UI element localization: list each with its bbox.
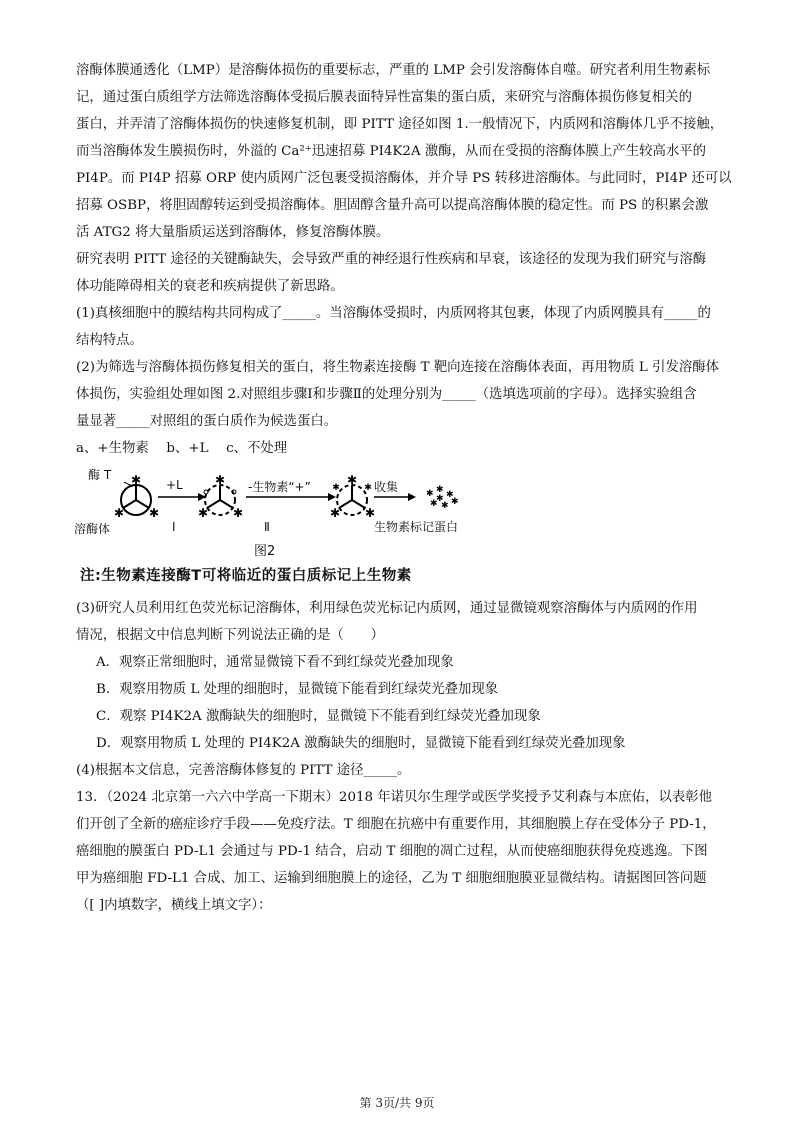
step-1-label: +L (166, 478, 183, 492)
svg-text:✱: ✱ (430, 499, 438, 509)
option-d: D．观察用物质 L 处理的 PI4K2A 激酶缺失的细胞时，显微镜下能看到红绿荧光叠加现象 (96, 736, 626, 751)
options-line: a、+生物素 b、+L c、不处理 (76, 441, 288, 456)
text-line: (2)为筛选与溶酶体损伤修复相关的蛋白，将生物素连接酶 T 靶向连接在溶酶体表面，再用物质 L 引发溶酶体 (76, 360, 720, 375)
text-line: 量显著_____对照组的蛋白质作为候选蛋白。 (76, 414, 338, 429)
intro-paragraph (76, 57, 732, 246)
question-13 (76, 784, 724, 919)
text-line: 而当溶酶体发生膜损伤时，外溢的 Ca²⁺迅速招募 PI4K2A 激酶，从而在受损的溶酶体膜上产生较高水平的 (76, 144, 707, 159)
text-line: 13．（2024 北京第一六六中学高一下期末）2018 年诺贝尔生理学或医学奖授予艾利森与本庶佑，以表彰他 (76, 790, 713, 805)
text-line: 们开创了全新的癌症诊疗手段——免疫疗法。T 细胞在抗癌中有重要作用，其细胞膜上存在受体分子 PD-1， (76, 817, 716, 832)
text-line: （[ ]内填数字，横线上填文字）： (76, 898, 272, 913)
text-line: 体功能障碍相关的衰老和疾病提供了新思路。 (76, 279, 344, 294)
svg-text:✱: ✱ (346, 473, 358, 487)
text-line: 蛋白，并弄清了溶酶体损伤的快速修复机制，即 PITT 途径如图 1.一般情况下，内质网和溶酶体几乎不接触， (76, 117, 724, 132)
svg-text:✱: ✱ (332, 483, 340, 493)
svg-text:✱: ✱ (329, 506, 341, 520)
enzyme-t-label: 酶 T (88, 468, 112, 482)
question-1 (76, 300, 724, 354)
lysosome-label: 溶酶体 (74, 522, 111, 536)
text-line: 癌细胞的膜蛋白 PD-L1 会通过与 PD-1 结合，启动 T 细胞的凋亡过程，从而使癌细胞获得免疫逃逸。下图 (76, 844, 708, 859)
question-2 (76, 354, 724, 462)
svg-text:✱: ✱ (364, 483, 372, 493)
text-line: PI4P。而 PI4P 招募 ORP 使内质网广泛包裹受损溶酶体，并介导 PS 转移进溶酶体。与此同时，PI4P 还可以 (76, 171, 732, 186)
option-c: C．观察 PI4K2A 激酶缺失的细胞时，显微镜下不能看到红绿荧光叠加现象 (96, 709, 541, 724)
step-3-label: 收集 (374, 480, 399, 494)
svg-text:✱: ✱ (214, 473, 226, 487)
option-b: B．观察用物质 L 处理的细胞时，显微镜下能看到红绿荧光叠加现象 (96, 682, 499, 697)
text-line: 甲为癌细胞 FD-L1 合成、加工、运输到细胞膜上的途径，乙为 T 细胞细胞膜亚显微结构。请据图回答问题 (76, 871, 707, 886)
svg-text:✱: ✱ (130, 473, 142, 487)
lysosome-2 (198, 473, 243, 520)
figure-2-diagram (74, 462, 494, 562)
svg-text:✱: ✱ (232, 506, 244, 520)
text-line: 招募 OSBP，将胆固醇转运到受损溶酶体。胆固醇含量升高可以提高溶酶体膜的稳定性。而 PS 的积累会激 (76, 198, 709, 213)
text-line: 情况，根据文中信息判断下列说法正确的是（ ） (76, 628, 384, 643)
question-3 (76, 595, 724, 649)
svg-text:✱: ✱ (441, 501, 449, 511)
text-line: 溶酶体膜通透化（LMP）是溶酶体损伤的重要标志，严重的 LMP 会引发溶酶体自噬。研究者利用生物素标 (76, 63, 711, 78)
text-line: 研究表明 PITT 途径的关键酶缺失，会导致严重的神经退行性疾病和早衰，该途径的发现为我们研究与溶酶 (76, 252, 707, 267)
svg-text:✱: ✱ (446, 490, 454, 500)
step-2-label: -生物素“+” (248, 480, 311, 494)
lysosome-3 (330, 473, 375, 520)
lysosome-1 (114, 473, 159, 520)
svg-text:✱: ✱ (197, 506, 209, 520)
text-line: (4)根据本文信息，完善溶酶体修复的 PITT 途径_____。 (76, 763, 411, 778)
svg-text:✱: ✱ (436, 494, 444, 504)
text-line: (3)研究人员利用红色荧光标记溶酶体，利用绿色荧光标记内质网，通过显微镜观察溶酶体与内质网的作用 (76, 601, 698, 616)
question-4 (76, 757, 724, 784)
labeled-protein-cluster (426, 485, 459, 511)
research-paragraph (76, 246, 724, 300)
svg-text:✱: ✱ (451, 497, 459, 507)
product-label: 生物素标记蛋白 (374, 520, 459, 534)
svg-text:✱: ✱ (426, 489, 434, 499)
figure-caption: 图2 (254, 544, 276, 559)
step-1-number: Ⅰ (172, 520, 176, 534)
svg-text:✱: ✱ (113, 506, 125, 520)
figure-note: 注:生物素连接酶T可将临近的蛋白质标记上生物素 (80, 568, 412, 584)
text-line: 结构特点。 (76, 333, 143, 348)
text-line: 活 ATG2 将大量脂质运送到溶酶体，修复溶酶体膜。 (76, 225, 390, 240)
svg-text:✱: ✱ (364, 506, 376, 520)
option-a: A．观察正常细胞时，通常显微镜下看不到红绿荧光叠加现象 (96, 655, 454, 670)
svg-text:✱: ✱ (436, 485, 444, 495)
text-line: 体损伤，实验组处理如图 2.对照组步骤Ⅰ和步骤Ⅱ的处理分别为_____（选填选项前的字母）。选择实验组含 (76, 387, 697, 402)
page-footer: 第 3页/共 9页 (359, 1096, 435, 1110)
text-line: (1)真核细胞中的膜结构共同构成了_____。当溶酶体受损时，内质网将其包裹，体现了内质网膜具有_____的 (76, 306, 711, 321)
step-2-number: Ⅱ (264, 520, 270, 534)
svg-text:✱: ✱ (148, 506, 160, 520)
text-line: 记，通过蛋白质组学方法筛选溶酶体受损后膜表面特异性富集的蛋白质，来研究与溶酶体损伤修复相关的 (76, 90, 692, 105)
